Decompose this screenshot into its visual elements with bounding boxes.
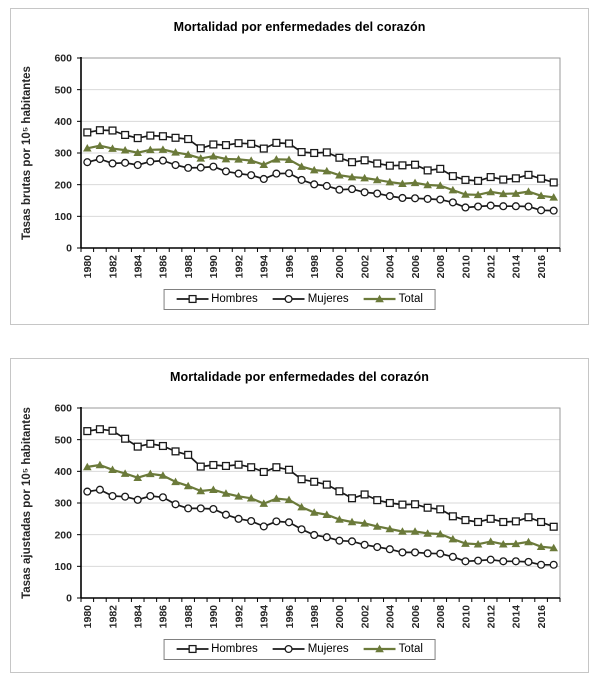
x-tick-label: 2010 — [460, 255, 473, 279]
circle-marker — [97, 156, 104, 163]
x-tick-label: 1994 — [258, 605, 271, 629]
square-marker — [399, 501, 406, 508]
square-marker — [437, 506, 444, 513]
x-tick-label: 2016 — [535, 605, 548, 629]
legend-label-total: Total — [398, 293, 423, 305]
circle-marker — [424, 196, 431, 203]
square-marker — [210, 141, 217, 148]
x-tick-label: 1982 — [107, 605, 120, 629]
circle-marker — [172, 162, 179, 169]
square-marker — [311, 478, 318, 485]
x-tick-label: 2014 — [510, 255, 523, 279]
square-marker — [197, 463, 204, 470]
square-marker — [189, 646, 196, 653]
circle-marker — [374, 190, 381, 197]
y-tick-label: 400 — [54, 115, 72, 128]
square-marker — [475, 177, 482, 184]
square-marker — [525, 514, 532, 521]
square-marker — [500, 176, 507, 183]
circle-marker — [475, 203, 482, 210]
x-tick-label: 1992 — [233, 605, 246, 629]
x-tick-label: 1990 — [208, 255, 221, 279]
x-tick-label: 2008 — [435, 605, 448, 629]
circle-marker — [512, 558, 519, 565]
x-tick-label: 2000 — [334, 255, 347, 279]
legend-label-mujeres: Mujeres — [307, 293, 349, 305]
square-marker — [210, 462, 217, 469]
square-marker — [399, 162, 406, 169]
square-marker — [475, 519, 482, 526]
circle-marker — [399, 195, 406, 202]
square-marker — [185, 451, 192, 458]
square-marker — [223, 142, 230, 149]
x-tick-label: 1988 — [182, 255, 195, 279]
y-tick-label: 0 — [66, 592, 72, 605]
square-marker — [235, 140, 242, 147]
square-marker — [197, 145, 204, 152]
y-tick-label: 300 — [54, 497, 72, 510]
square-marker — [512, 175, 519, 182]
circle-marker — [538, 207, 545, 214]
x-tick-label: 2016 — [535, 255, 548, 279]
x-tick-label: 1996 — [283, 255, 296, 279]
legend — [163, 289, 436, 310]
square-marker — [97, 127, 104, 134]
y-tick-label: 0 — [66, 242, 72, 255]
y-axis-label: Tasas ajustadas por 10⁵ habitantes — [21, 407, 33, 599]
x-tick-label: 2012 — [485, 605, 498, 629]
square-marker — [286, 140, 293, 147]
x-tick-label: 1980 — [82, 605, 95, 629]
circle-marker — [223, 168, 230, 175]
circle-marker — [134, 496, 141, 503]
circle-marker — [500, 558, 507, 565]
square-marker — [147, 440, 154, 447]
square-marker — [349, 159, 356, 166]
circle-marker — [361, 541, 368, 548]
x-tick-label: 2006 — [409, 255, 422, 279]
chart-title: Mortalidade por enfermedades del corazón — [170, 370, 429, 384]
circle-marker — [285, 296, 292, 303]
circle-marker — [361, 189, 368, 196]
y-tick-label: 500 — [54, 84, 72, 97]
circle-marker — [84, 159, 91, 166]
square-marker — [298, 149, 305, 156]
square-marker — [185, 136, 192, 143]
x-tick-label: 2014 — [510, 605, 523, 629]
circle-marker — [160, 494, 167, 501]
circle-marker — [525, 559, 532, 566]
circle-marker — [323, 534, 330, 541]
circle-marker — [223, 511, 230, 518]
legend-item-mujeres — [273, 643, 349, 655]
x-tick-label: 1986 — [157, 605, 170, 629]
x-tick-label: 2008 — [435, 255, 448, 279]
x-tick-label: 2012 — [485, 255, 498, 279]
square-marker — [374, 160, 381, 167]
square-marker — [160, 443, 167, 450]
circle-marker — [185, 164, 192, 171]
hombres-marker-icon — [176, 294, 208, 304]
legend-label-mujeres: Mujeres — [307, 643, 349, 655]
square-marker — [386, 162, 393, 169]
hombres-marker-icon — [176, 644, 208, 654]
square-marker — [424, 504, 431, 511]
square-marker — [134, 443, 141, 450]
square-marker — [462, 177, 469, 184]
circle-marker — [273, 518, 280, 525]
square-marker — [374, 497, 381, 504]
circle-marker — [273, 170, 280, 177]
square-marker — [160, 133, 167, 140]
circle-marker — [285, 646, 292, 653]
circle-marker — [109, 493, 116, 500]
square-marker — [109, 427, 116, 434]
circle-marker — [525, 203, 532, 210]
plot-area — [11, 9, 590, 324]
circle-marker — [449, 199, 456, 206]
x-tick-label: 2004 — [384, 605, 397, 629]
circle-marker — [172, 501, 179, 508]
square-marker — [311, 150, 318, 157]
square-marker — [437, 165, 444, 172]
square-marker — [538, 519, 545, 526]
legend-label-hombres: Hombres — [211, 643, 258, 655]
circle-marker — [550, 207, 557, 214]
square-marker — [172, 448, 179, 455]
series-mujeres-line — [87, 490, 553, 565]
circle-marker — [298, 526, 305, 533]
x-tick-label: 2002 — [359, 255, 372, 279]
circle-marker — [210, 163, 217, 170]
square-marker — [172, 134, 179, 141]
y-tick-label: 100 — [54, 560, 72, 573]
square-marker — [336, 488, 343, 495]
square-marker — [84, 428, 91, 435]
circle-marker — [399, 549, 406, 556]
circle-marker — [235, 170, 242, 177]
circle-marker — [122, 159, 129, 166]
square-marker — [147, 132, 154, 139]
mujeres-marker-icon — [273, 644, 305, 654]
x-tick-label: 2002 — [359, 605, 372, 629]
square-marker — [189, 296, 196, 303]
square-marker — [248, 140, 255, 147]
circle-marker — [260, 176, 267, 183]
circle-marker — [260, 523, 267, 530]
legend-label-total: Total — [398, 643, 423, 655]
square-marker — [260, 469, 267, 476]
x-tick-label: 1984 — [132, 605, 145, 629]
square-marker — [412, 501, 419, 508]
square-marker — [273, 464, 280, 471]
circle-marker — [286, 519, 293, 526]
circle-marker — [437, 196, 444, 203]
circle-marker — [462, 558, 469, 565]
circle-marker — [538, 561, 545, 568]
x-tick-label: 1980 — [82, 255, 95, 279]
circle-marker — [185, 505, 192, 512]
square-marker — [109, 127, 116, 134]
square-marker — [97, 426, 104, 433]
square-marker — [286, 466, 293, 473]
square-marker — [260, 145, 267, 152]
circle-marker — [386, 546, 393, 553]
chart-panel-crude-rates — [10, 8, 589, 325]
square-marker — [487, 515, 494, 522]
legend — [163, 639, 436, 660]
total-marker-icon — [364, 644, 396, 654]
square-marker — [361, 157, 368, 164]
circle-marker — [197, 505, 204, 512]
square-marker — [248, 464, 255, 471]
x-tick-label: 1998 — [308, 255, 321, 279]
y-axis-label: Tasas brutas por 10⁵ habitantes — [21, 66, 33, 240]
square-marker — [512, 518, 519, 525]
circle-marker — [311, 181, 318, 188]
legend-item-hombres — [176, 293, 258, 305]
series-hombres-line — [87, 429, 553, 527]
x-tick-label: 2000 — [334, 605, 347, 629]
y-tick-label: 500 — [54, 434, 72, 447]
x-tick-label: 1984 — [132, 255, 145, 279]
circle-marker — [412, 549, 419, 556]
x-tick-label: 2006 — [409, 605, 422, 629]
square-marker — [487, 174, 494, 181]
square-marker — [223, 463, 230, 470]
circle-marker — [147, 158, 154, 165]
square-marker — [500, 519, 507, 526]
square-marker — [449, 173, 456, 180]
square-marker — [349, 495, 356, 502]
square-marker — [550, 179, 557, 186]
series-hombres-line — [87, 130, 553, 182]
square-marker — [424, 167, 431, 174]
x-tick-label: 1986 — [157, 255, 170, 279]
y-tick-label: 600 — [54, 52, 72, 65]
square-marker — [122, 132, 129, 139]
circle-marker — [248, 172, 255, 179]
legend-item-mujeres — [273, 293, 349, 305]
circle-marker — [84, 488, 91, 495]
circle-marker — [487, 556, 494, 563]
plot-area — [11, 359, 590, 674]
square-marker — [449, 513, 456, 520]
square-marker — [134, 135, 141, 142]
x-tick-label: 1990 — [208, 605, 221, 629]
circle-marker — [311, 532, 318, 539]
circle-marker — [424, 550, 431, 557]
circle-marker — [475, 557, 482, 564]
triangle-marker — [297, 503, 306, 511]
circle-marker — [97, 486, 104, 493]
square-marker — [550, 523, 557, 530]
legend-item-total — [364, 293, 423, 305]
x-tick-label: 1988 — [182, 605, 195, 629]
x-tick-label: 2010 — [460, 605, 473, 629]
legend-label-hombres: Hombres — [211, 293, 258, 305]
circle-marker — [286, 170, 293, 177]
circle-marker — [487, 202, 494, 209]
legend-item-hombres — [176, 643, 258, 655]
square-marker — [235, 461, 242, 468]
circle-marker — [374, 544, 381, 551]
x-tick-label: 1994 — [258, 255, 271, 279]
total-marker-icon — [364, 294, 396, 304]
x-tick-label: 1992 — [233, 255, 246, 279]
circle-marker — [235, 515, 242, 522]
square-marker — [336, 154, 343, 161]
circle-marker — [550, 561, 557, 568]
y-tick-label: 300 — [54, 147, 72, 160]
square-marker — [525, 171, 532, 178]
square-marker — [412, 161, 419, 168]
circle-marker — [500, 203, 507, 210]
circle-marker — [109, 160, 116, 167]
circle-marker — [462, 204, 469, 211]
circle-marker — [122, 493, 129, 500]
x-tick-label: 1996 — [283, 605, 296, 629]
circle-marker — [336, 186, 343, 193]
y-tick-label: 200 — [54, 179, 72, 192]
circle-marker — [134, 162, 141, 169]
circle-marker — [349, 538, 356, 545]
chart-panel-adjusted-rates — [10, 358, 589, 673]
x-tick-label: 1982 — [107, 255, 120, 279]
circle-marker — [512, 203, 519, 210]
circle-marker — [349, 186, 356, 193]
circle-marker — [323, 183, 330, 190]
y-tick-label: 400 — [54, 465, 72, 478]
square-marker — [323, 481, 330, 488]
square-marker — [84, 129, 91, 136]
circle-marker — [197, 164, 204, 171]
circle-marker — [160, 157, 167, 164]
y-tick-label: 200 — [54, 529, 72, 542]
y-tick-label: 100 — [54, 210, 72, 223]
square-marker — [538, 175, 545, 182]
square-marker — [273, 139, 280, 146]
square-marker — [122, 435, 129, 442]
square-marker — [462, 517, 469, 524]
circle-marker — [147, 493, 154, 500]
square-marker — [361, 491, 368, 498]
x-tick-label: 2004 — [384, 255, 397, 279]
circle-marker — [437, 550, 444, 557]
square-marker — [298, 476, 305, 483]
circle-marker — [210, 506, 217, 513]
square-marker — [386, 500, 393, 507]
circle-marker — [449, 553, 456, 560]
circle-marker — [248, 518, 255, 525]
legend-item-total — [364, 643, 423, 655]
circle-marker — [298, 177, 305, 184]
circle-marker — [386, 193, 393, 200]
y-tick-label: 600 — [54, 402, 72, 415]
mujeres-marker-icon — [273, 294, 305, 304]
x-tick-label: 1998 — [308, 605, 321, 629]
chart-title: Mortalidad por enfermedades del corazón — [173, 20, 426, 34]
circle-marker — [412, 195, 419, 202]
square-marker — [323, 149, 330, 156]
circle-marker — [336, 537, 343, 544]
